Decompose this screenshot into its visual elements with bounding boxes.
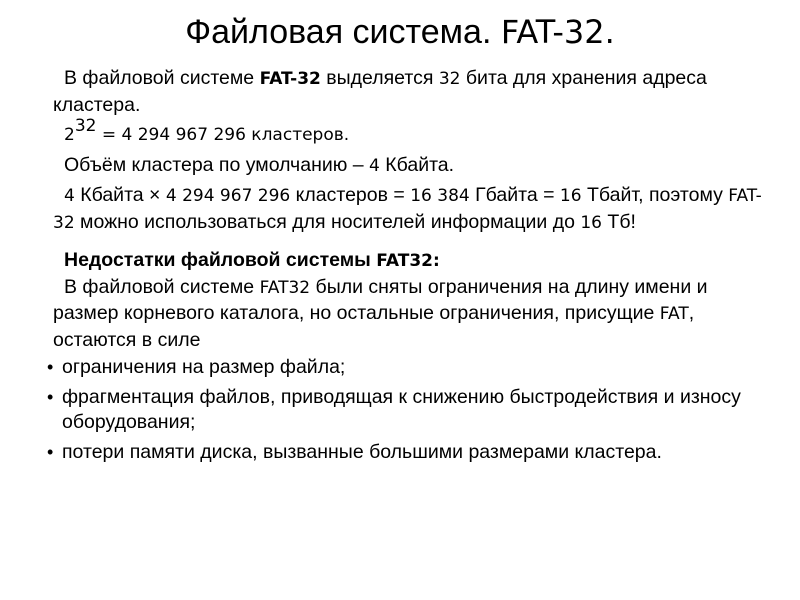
text-run: , остаются в силе xyxy=(53,302,695,351)
code-term: FAT xyxy=(659,304,689,324)
list-item xyxy=(47,355,778,381)
power-base: 2 xyxy=(64,125,75,145)
text-run: Тб! xyxy=(602,210,636,233)
number: 16 384 xyxy=(410,186,470,206)
text-run: Кбайта. xyxy=(379,153,455,176)
text-run: можно использоваться для носителей информации до xyxy=(74,210,581,233)
text-run: выделяется xyxy=(320,67,439,89)
slide-title xyxy=(0,12,800,52)
code-term: FAT32 xyxy=(259,277,311,298)
bullet-icon: • xyxy=(47,441,54,462)
list-item-text: ограничения на размер файла; xyxy=(62,356,346,378)
paragraph-bit-width xyxy=(53,66,778,118)
list-item-text: потери памяти диска, вызванные большими размерами кластера. xyxy=(62,440,662,463)
code-term: FAT-32 xyxy=(259,69,321,89)
text-run: Гбайта = xyxy=(469,184,560,206)
text-run: бита для хранения адреса кластера. xyxy=(53,67,707,116)
code-term: FAT-32 xyxy=(53,186,762,233)
power-exponent: 32 xyxy=(74,116,97,136)
list-item xyxy=(47,440,778,466)
number: 4 294 967 296 xyxy=(165,186,291,206)
bullet-icon: • xyxy=(47,386,54,407)
text-run: кластеров = xyxy=(290,184,411,206)
paragraph-cluster-size xyxy=(53,153,778,180)
text-run: были сняты ограничения на длину имени и размер корневого каталога, но остальные ограничения, присущие xyxy=(53,275,708,324)
slide-body xyxy=(47,66,778,469)
code-term: FAT32: xyxy=(376,251,440,271)
heading-text: Недостатки файловой системы xyxy=(64,249,377,271)
paragraph-drawbacks xyxy=(53,275,778,354)
title-code: FAT-32. xyxy=(500,13,615,51)
cluster-count-text: = 4 294 967 296 кластеров. xyxy=(96,125,350,145)
number: 4 xyxy=(64,186,75,206)
number: 16 xyxy=(580,212,602,233)
title-text: Файловая система. xyxy=(185,13,501,51)
drawbacks-heading xyxy=(53,248,778,275)
text-run: В файловой системе xyxy=(64,67,260,89)
bullet-icon: • xyxy=(47,357,54,377)
text-run: В файловой системе xyxy=(64,275,260,298)
text-run: Тбайт, поэтому xyxy=(581,184,729,206)
number: 16 xyxy=(559,186,582,206)
drawbacks-list xyxy=(47,355,778,465)
text-run: Объём кластера по умолчанию – xyxy=(64,153,370,176)
number: 4 xyxy=(369,155,380,176)
number: 32 xyxy=(438,69,461,89)
text-run: Кбайта × xyxy=(74,184,166,206)
paragraph-cluster-count xyxy=(53,116,778,149)
list-item xyxy=(47,385,778,436)
paragraph-max-volume xyxy=(53,183,778,236)
list-item-text: фрагментация файлов, приводящая к снижению быстродействия и износу оборудования; xyxy=(62,385,741,433)
